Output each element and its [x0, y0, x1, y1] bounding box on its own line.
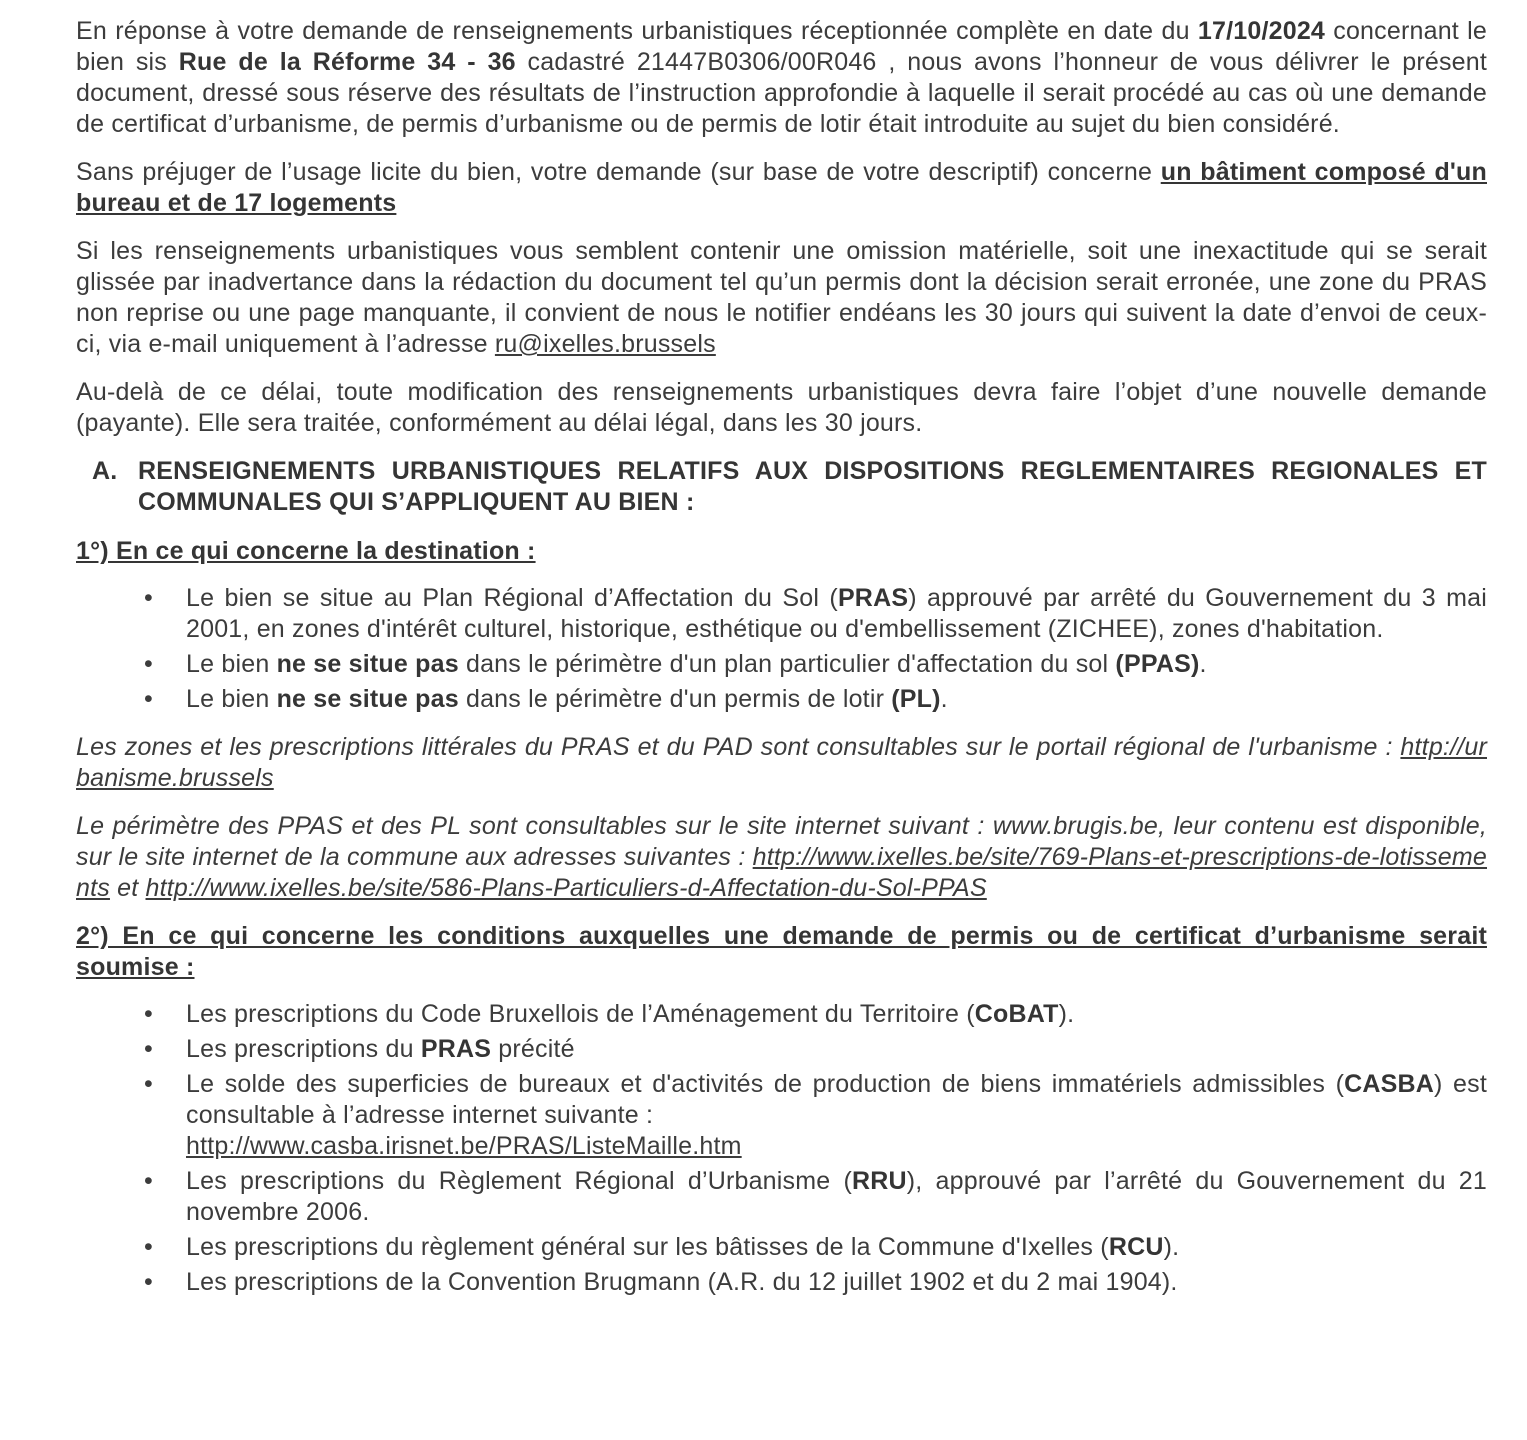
intro-text-1: En réponse à votre demande de renseignements urbanistiques réceptionnée complète en date du [76, 17, 1198, 45]
bullet-text: Le solde des superficies de bureaux et d'activités de production de biens immatériels admissibles ( [186, 1070, 1345, 1098]
cobat-abbr: CoBAT [974, 1000, 1059, 1028]
casba-abbr: CASBA [1344, 1070, 1435, 1098]
deadline-text: Au-delà de ce délai, toute modification des renseignements urbanistiques devra faire l’objet d’une nouvelle demande (payante). Elle sera traitée, conformément au délai légal, dans les 30 jours. [76, 378, 1487, 437]
note-text: et [109, 874, 146, 902]
omission-paragraph [76, 236, 1487, 360]
list-item [76, 1267, 1487, 1298]
heading-destination: 1°) En ce qui concerne la destination : [76, 537, 536, 565]
request-subject: un bâtiment composé d'un bureau et de 17 logements [76, 158, 1487, 217]
cadastre-number: 21447B0306/00R046 [636, 48, 877, 76]
bullet-text: Le bien [186, 650, 277, 678]
ixelles-769-link[interactable]: http://www.ixelles.be/site/769-Plans-et-prescriptions-de-lotissements [76, 843, 1487, 902]
section-a-label: A. [92, 457, 118, 485]
list-item [76, 1166, 1487, 1228]
list-item [76, 583, 1487, 645]
bullet-text: . [1199, 650, 1207, 678]
pl-abbr: (PL) [891, 685, 941, 713]
destination-list [76, 583, 1487, 715]
bullet-text: ). [1058, 1000, 1075, 1028]
heading-conditions: 2°) En ce qui concerne les conditions auxquelles une demande de permis ou de certificat d’urbanisme serait soumise : [76, 922, 1487, 981]
note-text: Le périmètre des PPAS et des PL sont consultables sur le site internet suivant : www.brugis.be, leur contenu est disponible, sur le site internet de la commune aux adresses suivantes : [76, 812, 1487, 871]
bullet-text: Les prescriptions du [186, 1035, 421, 1063]
list-item [76, 649, 1487, 680]
bullet-text: dans le périmètre d'un permis de lotir [458, 685, 892, 713]
email-link[interactable]: ru@ixelles.brussels [494, 330, 716, 358]
pras-abbr: PRAS [420, 1035, 492, 1063]
casba-link[interactable]: http://www.casba.irisnet.be/PRAS/ListeMaille.htm [186, 1132, 742, 1160]
list-item [76, 1034, 1487, 1065]
note-ppas-websites [76, 811, 1487, 904]
list-item [76, 999, 1487, 1030]
bullet-text: Le bien se situe au Plan Régional d’Affectation du Sol ( [186, 584, 838, 612]
section-a-heading [92, 456, 1487, 518]
ppas-abbr: (PPAS) [1115, 650, 1200, 678]
emphasis-not-located: ne se situe pas [276, 685, 459, 713]
reception-date: 17/10/2024 [1197, 17, 1326, 45]
bullet-text: Les prescriptions de la Convention Brugmann (A.R. du 12 juillet 1902 et du 2 mai 1904). [186, 1268, 1178, 1296]
note-pras-portal [76, 732, 1487, 794]
emphasis-not-located: ne se situe pas [276, 650, 459, 678]
bullet-text: Les prescriptions du Code Bruxellois de l’Aménagement du Territoire ( [186, 1000, 975, 1028]
rru-abbr: RRU [851, 1167, 907, 1195]
bullet-text: Les prescriptions du règlement général sur les bâtisses de la Commune d'Ixelles ( [186, 1233, 1109, 1261]
list-item [76, 1232, 1487, 1263]
intro-paragraph [76, 16, 1487, 140]
request-paragraph [76, 157, 1487, 219]
intro-text-4: , nous avons l’honneur de vous délivrer le présent document, dressé sous réserve des résultats de l’instruction approfondie à laquelle il serait procédé au cas où une demande de certificat d’urbanisme, de permis d’urbanisme ou de permis de lotir était introduite au sujet du bien considéré. [76, 48, 1488, 138]
bullet-text: ) approuvé par arrêté du Gouvernement du 3 mai 2001, en zones d'intérêt culturel, historique, esthétique ou d'embellissement (ZICHEE), zones d'habitation. [186, 584, 1488, 643]
note-text: Les zones et les prescriptions littérales du PRAS et du PAD sont consultables sur le portail régional de l'urbanisme : [76, 733, 1401, 761]
bullet-text: ), approuvé par l’arrêté du Gouvernement du 21 novembre 2006. [186, 1167, 1487, 1226]
pras-abbr: PRAS [837, 584, 909, 612]
intro-text-3: cadastré [515, 48, 637, 76]
bullet-text: dans le périmètre d'un plan particulier d'affectation du sol [458, 650, 1116, 678]
urbanisme-brussels-link[interactable]: http://urbanisme.brussels [76, 733, 1487, 792]
list-item [76, 1069, 1487, 1162]
bullet-text: précité [491, 1035, 575, 1063]
bullet-text: Le bien [186, 685, 277, 713]
request-text: Sans préjuger de l’usage licite du bien, votre demande (sur base de votre descriptif) concerne [76, 158, 1161, 186]
conditions-list [76, 999, 1487, 1298]
intro-text-2: concernant le bien sis [76, 17, 1488, 76]
deadline-paragraph [76, 377, 1487, 439]
bullet-text: . [940, 685, 948, 713]
property-address: Rue de la Réforme 34 - 36 [178, 48, 516, 76]
bullet-text: ). [1163, 1233, 1180, 1261]
ixelles-586-link[interactable]: http://www.ixelles.be/site/586-Plans-Particuliers-d-Affectation-du-Sol-PPAS [145, 874, 987, 902]
section-a-title: RENSEIGNEMENTS URBANISTIQUES RELATIFS AUX DISPOSITIONS REGLEMENTAIRES REGIONALES ET COMMUNALES QUI S’APPLIQUENT AU BIEN : [138, 457, 1487, 516]
bullet-text: Les prescriptions du Règlement Régional d’Urbanisme ( [186, 1167, 852, 1195]
rcu-abbr: RCU [1108, 1233, 1164, 1261]
bullet-text: ) est consultable à l’adresse internet suivante : [186, 1070, 1487, 1129]
list-item [76, 684, 1487, 715]
omission-text: Si les renseignements urbanistiques vous semblent contenir une omission matérielle, soit une inexactitude qui se serait glissée par inadvertance dans la rédaction du document tel qu’un permis dont la décision serait erronée, une zone du PRAS non reprise ou une page manquante, il convient de nous le notifier endéans les 30 jours qui suivent la date d’envoi de ceux-ci, via e-mail uniquement à l’adresse [76, 237, 1487, 358]
